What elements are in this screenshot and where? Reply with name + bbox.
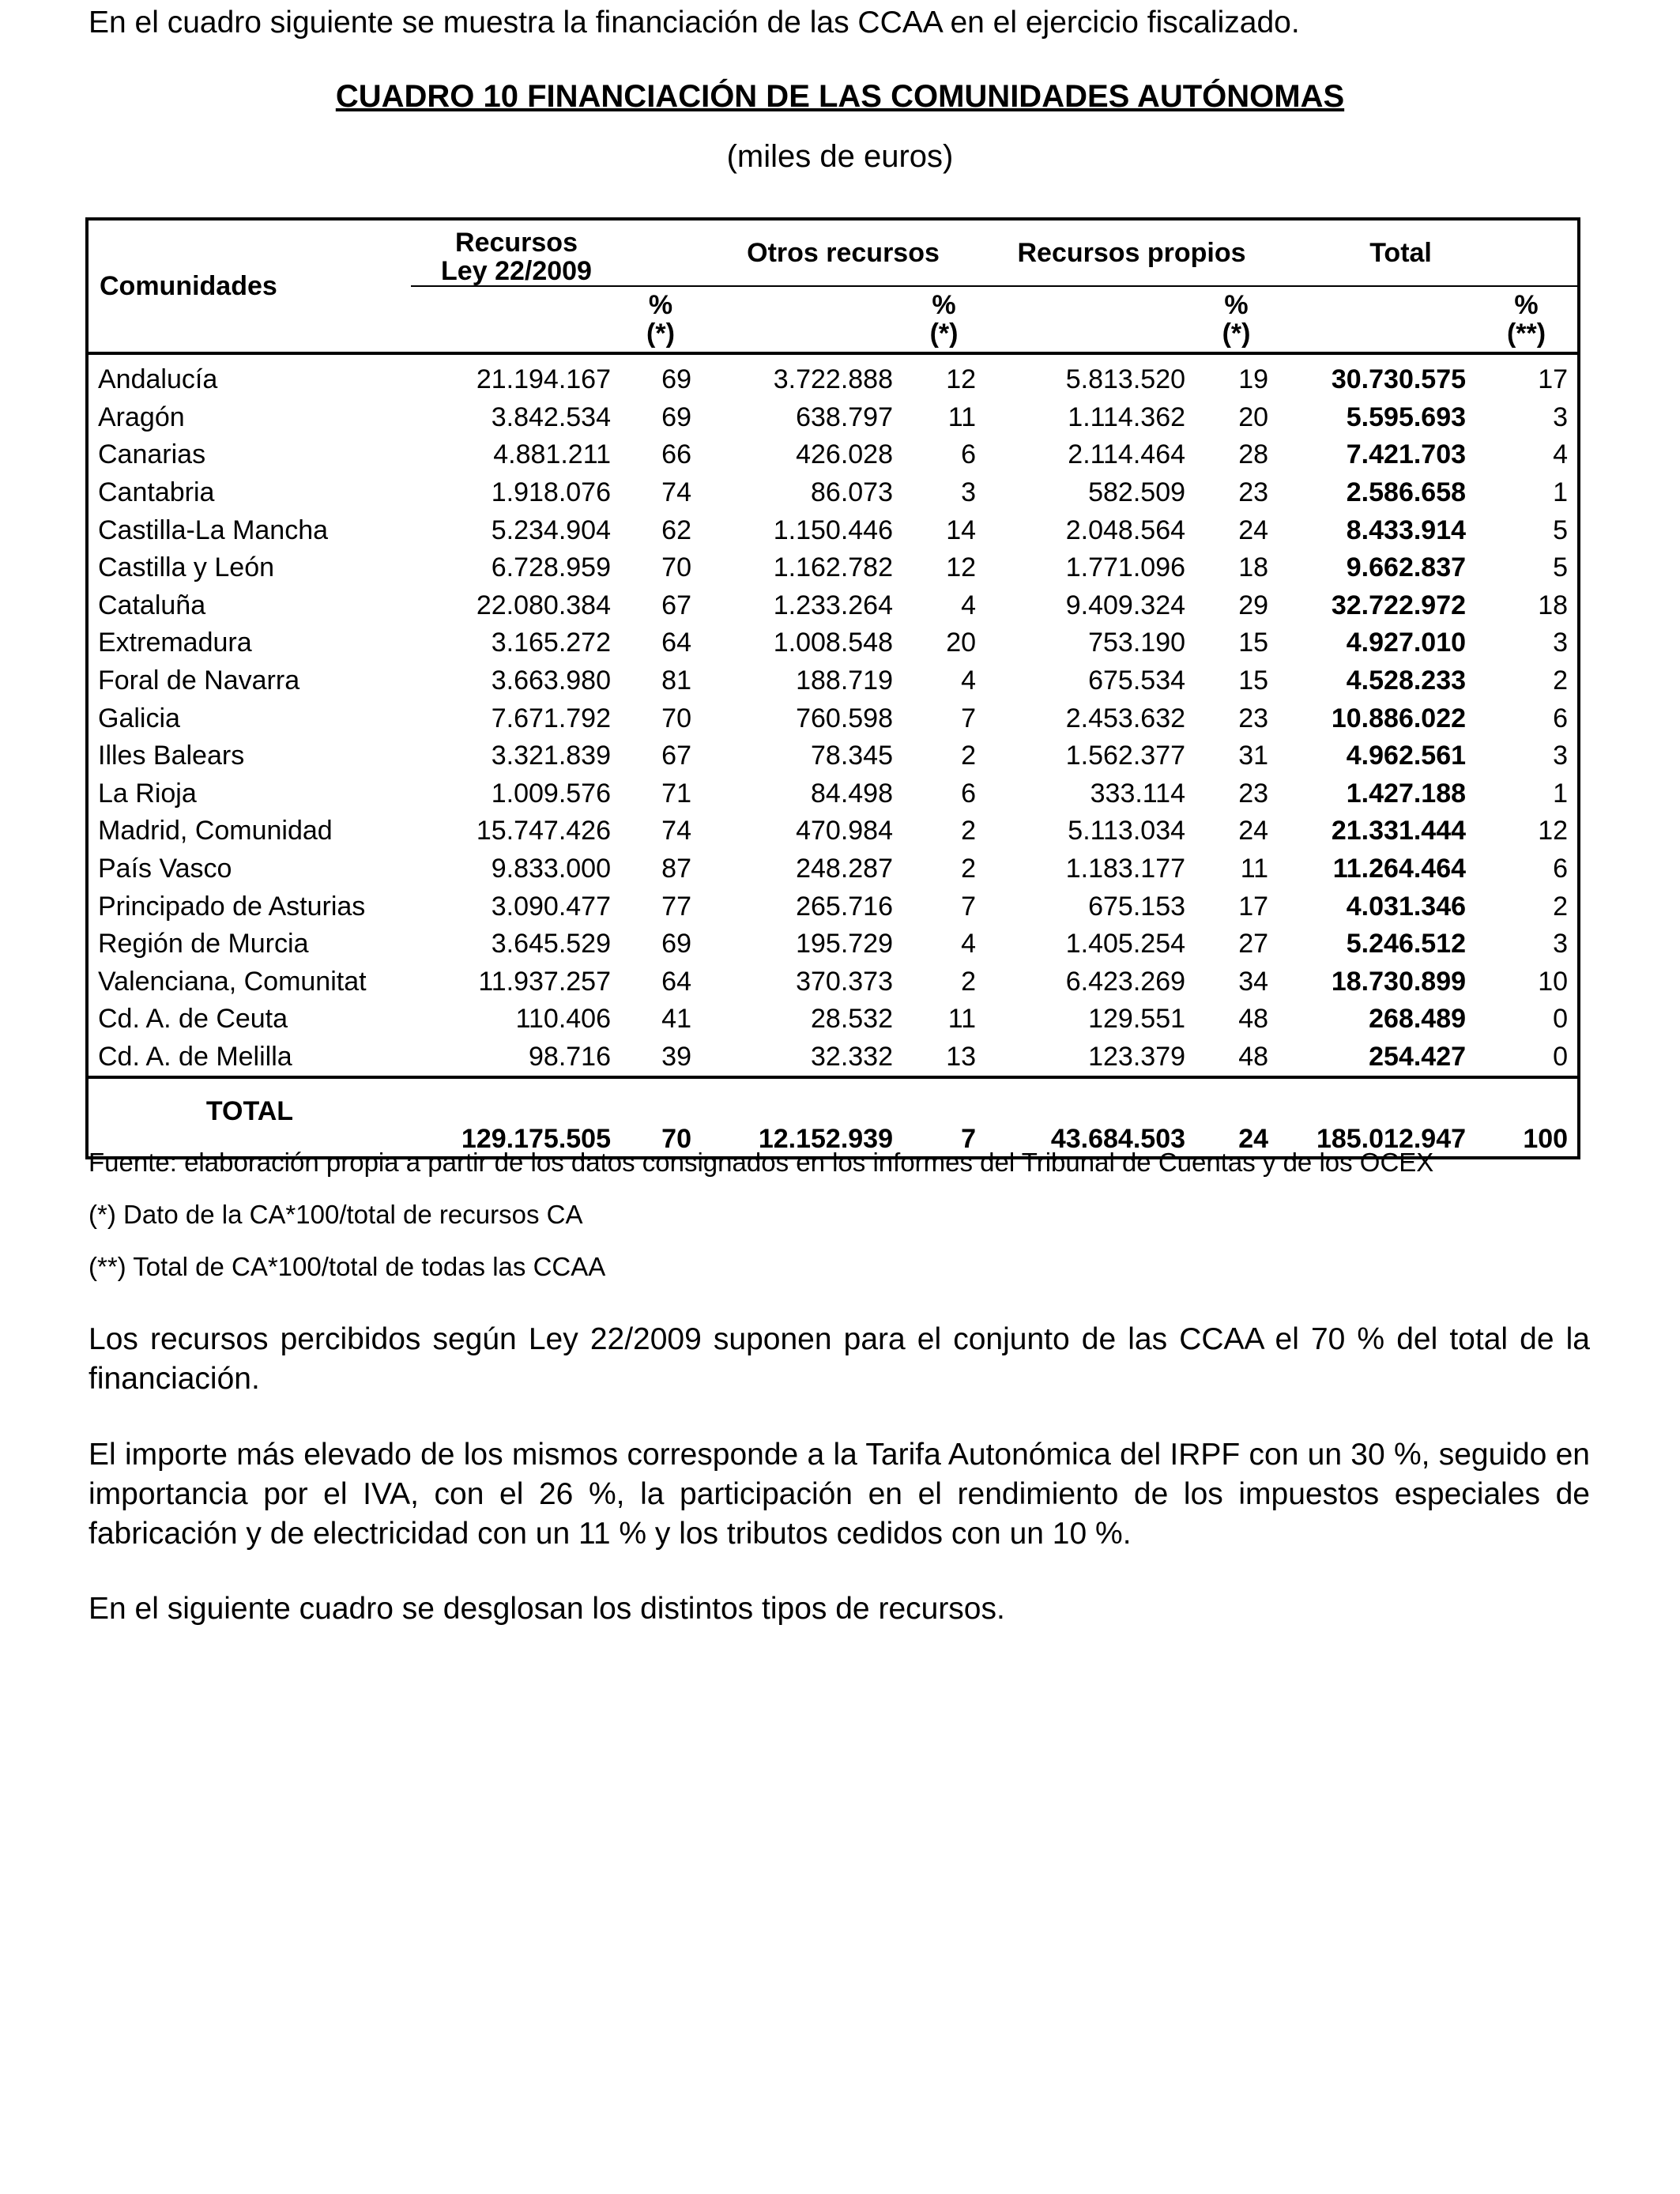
total-total: 185.012.947 [1316, 1124, 1467, 1155]
pct-note-star: (*) [929, 319, 959, 349]
cell-total-pct: 3 [1553, 929, 1569, 959]
cell-comunidad: Valenciana, Comunitat [98, 966, 367, 997]
cell-otros-recursos: 370.373 [796, 966, 893, 997]
cell-comunidad: Cantabria [98, 477, 215, 508]
cell-recursos-ley: 3.645.529 [491, 929, 611, 959]
cell-otros-recursos: 248.287 [796, 854, 893, 884]
cell-comunidad: Extremadura [98, 628, 252, 658]
cell-recursos-propios: 675.153 [1088, 891, 1186, 922]
cell-total-pct: 5 [1553, 552, 1569, 583]
table-row [87, 699, 1579, 737]
table-row [87, 549, 1579, 587]
cell-otros-recursos-pct: 12 [946, 552, 977, 583]
cell-recursos-ley: 9.833.000 [491, 854, 611, 884]
cell-recursos-ley-pct: 69 [661, 929, 691, 959]
cell-otros-recursos: 28.532 [811, 1004, 893, 1035]
cell-recursos-propios: 129.551 [1088, 1004, 1186, 1035]
cell-recursos-propios: 9.409.324 [1065, 590, 1186, 620]
cell-recursos-ley: 3.165.272 [491, 628, 611, 658]
cell-recursos-propios-pct: 48 [1238, 1004, 1269, 1035]
footnote-double-star: (**) Total de CA*100/total de todas las CCAA [89, 1252, 606, 1281]
cell-recursos-propios: 2.048.564 [1065, 515, 1186, 545]
paragraph-largest-resources: El importe más elevado de los mismos corresponde a la Tarifa Autonómica del IRPF con un 30 %, seguido en importancia por el IVA, con el 26 %, la participación en el rendimiento de los impuestos especiales de fabricación y de electricidad con un 11 % y los tributos cedidos con un 10 %. [89, 1438, 1590, 1551]
cell-total-pct: 2 [1553, 665, 1569, 696]
cell-total-pct: 10 [1538, 966, 1569, 997]
cell-recursos-propios: 1.562.377 [1065, 741, 1186, 771]
cell-total: 10.886.022 [1331, 703, 1467, 733]
cell-recursos-ley: 3.663.980 [491, 665, 611, 696]
cell-recursos-propios-pct: 23 [1238, 477, 1269, 508]
header-otros-recursos: Otros recursos [701, 219, 985, 286]
cell-otros-recursos-pct: 4 [961, 590, 977, 620]
table-row [87, 963, 1579, 1001]
total-ley-pct: 70 [661, 1124, 691, 1155]
cell-recursos-propios-pct: 20 [1238, 401, 1269, 432]
cell-comunidad: Cd. A. de Ceuta [98, 1004, 288, 1035]
cell-total: 5.595.693 [1346, 401, 1467, 432]
cell-otros-recursos-pct: 4 [961, 665, 977, 696]
pct-note-doublestar: (**) [1506, 319, 1546, 349]
table-row [87, 737, 1579, 775]
table-row [87, 812, 1579, 850]
cell-recursos-propios: 5.813.520 [1065, 364, 1186, 395]
cell-recursos-ley: 5.234.904 [491, 515, 611, 545]
cell-recursos-ley-pct: 64 [661, 966, 691, 997]
cell-otros-recursos: 3.722.888 [773, 364, 893, 395]
cell-recursos-propios: 675.534 [1088, 665, 1186, 696]
cell-total-pct: 5 [1553, 515, 1569, 545]
cell-recursos-ley: 3.321.839 [491, 741, 611, 771]
cell-recursos-propios: 1.405.254 [1065, 929, 1186, 959]
cell-total-pct: 18 [1538, 590, 1569, 620]
cell-recursos-ley-pct: 81 [661, 665, 691, 696]
cell-comunidad: Principado de Asturias [98, 891, 366, 922]
total-label: TOTAL [205, 1095, 294, 1126]
cell-comunidad: Canarias [98, 439, 206, 470]
header-total-pct [1475, 286, 1579, 353]
cell-recursos-ley-pct: 41 [661, 1004, 691, 1035]
cell-otros-recursos-pct: 11 [947, 401, 977, 432]
cell-recursos-ley: 1.918.076 [491, 477, 611, 508]
cell-recursos-propios: 582.509 [1088, 477, 1186, 508]
cell-comunidad: La Rioja [98, 778, 197, 809]
cell-recursos-propios-pct: 48 [1238, 1041, 1269, 1072]
cell-recursos-propios: 1.114.362 [1068, 401, 1186, 432]
cell-total: 9.662.837 [1346, 552, 1467, 583]
footnote-single-star: (*) Dato de la CA*100/total de recursos CA [89, 1200, 583, 1229]
cell-recursos-ley-pct: 87 [661, 854, 691, 884]
cell-comunidad: Galicia [98, 703, 180, 733]
cell-otros-recursos: 32.332 [811, 1041, 893, 1072]
cell-recursos-propios: 5.113.034 [1068, 816, 1186, 846]
table-row [87, 925, 1579, 963]
cell-recursos-ley-pct: 74 [661, 477, 691, 508]
cell-comunidad: Illes Balears [98, 741, 245, 771]
cell-otros-recursos: 470.984 [796, 816, 893, 846]
cell-otros-recursos-pct: 12 [946, 364, 977, 395]
cell-otros-recursos: 426.028 [796, 439, 893, 470]
cell-recursos-propios-pct: 31 [1238, 741, 1269, 771]
cell-otros-recursos: 1.162.782 [773, 552, 893, 583]
cell-total-pct: 1 [1553, 778, 1569, 809]
cell-comunidad: Región de Murcia [98, 929, 309, 959]
cell-total-pct: 6 [1553, 854, 1569, 884]
cell-recursos-ley: 1.009.576 [491, 778, 611, 809]
header-ley-pct [620, 286, 701, 353]
cell-recursos-ley: 21.194.167 [476, 364, 611, 395]
cell-otros-recursos-pct: 2 [961, 966, 977, 997]
cell-otros-recursos-pct: 20 [946, 628, 977, 658]
cell-recursos-ley-pct: 62 [661, 515, 691, 545]
cell-otros-recursos: 195.729 [796, 929, 893, 959]
cell-otros-recursos: 84.498 [811, 778, 893, 809]
cell-otros-recursos: 638.797 [796, 401, 893, 432]
cell-otros-recursos-pct: 6 [961, 439, 977, 470]
cell-total-pct: 3 [1553, 628, 1569, 658]
cell-recursos-ley-pct: 64 [661, 628, 691, 658]
cell-recursos-propios: 123.379 [1088, 1041, 1186, 1072]
cell-total: 30.730.575 [1331, 364, 1467, 395]
cell-otros-recursos-pct: 14 [946, 515, 977, 545]
cell-recursos-ley-pct: 71 [661, 778, 691, 809]
cell-otros-recursos: 86.073 [811, 477, 893, 508]
header-total: Total [1278, 219, 1579, 286]
header-recursos-ley-line2: Ley 22/2009 [441, 256, 592, 286]
cell-comunidad: Madrid, Comunidad [98, 816, 333, 846]
cell-recursos-propios: 753.190 [1088, 628, 1186, 658]
cell-comunidad: Cd. A. de Melilla [98, 1041, 292, 1072]
source-note: Fuente: elaboración propia a partir de los datos consignados en los informes del Tribunal de Cuentas y de los OCEX [89, 1148, 1434, 1177]
total-ley: 129.175.505 [461, 1124, 611, 1155]
header-propios-value-blank [985, 286, 1195, 353]
cell-total: 268.489 [1369, 1004, 1467, 1035]
cell-comunidad: Foral de Navarra [98, 665, 300, 696]
cell-recursos-ley: 4.881.211 [493, 439, 611, 470]
cell-comunidad: Castilla-La Mancha [98, 515, 329, 545]
cell-total-pct: 12 [1538, 816, 1569, 846]
cell-recursos-propios-pct: 19 [1238, 364, 1269, 395]
header-otros-value-blank [701, 286, 902, 353]
cell-recursos-ley-pct: 69 [661, 401, 691, 432]
table-unit: (miles de euros) [726, 139, 954, 174]
cell-recursos-propios: 1.183.177 [1065, 854, 1186, 884]
cell-total: 7.421.703 [1346, 439, 1467, 470]
header-ley-value-blank [411, 286, 620, 353]
cell-otros-recursos: 1.150.446 [773, 515, 893, 545]
cell-otros-recursos: 1.233.264 [773, 590, 893, 620]
cell-otros-recursos-pct: 2 [961, 816, 977, 846]
cell-recursos-propios-pct: 29 [1238, 590, 1269, 620]
table-row [87, 474, 1579, 512]
cell-otros-recursos-pct: 3 [961, 477, 977, 508]
total-row [87, 1077, 1579, 1158]
cell-recursos-ley-pct: 67 [661, 590, 691, 620]
cell-recursos-ley: 6.728.959 [491, 552, 611, 583]
cell-recursos-propios-pct: 15 [1238, 665, 1269, 696]
cell-recursos-propios-pct: 27 [1238, 929, 1269, 959]
cell-total: 11.264.464 [1332, 854, 1467, 884]
cell-recursos-propios-pct: 11 [1240, 854, 1269, 884]
pct-note-star: (*) [646, 319, 675, 349]
intro-paragraph: En el cuadro siguiente se muestra la financiación de las CCAA en el ejercicio fiscalizado. [89, 6, 1300, 40]
cell-total-pct: 3 [1553, 741, 1569, 771]
cell-total: 4.927.010 [1346, 628, 1467, 658]
cell-otros-recursos: 1.008.548 [773, 628, 893, 658]
cell-recursos-ley-pct: 70 [661, 703, 691, 733]
cell-recursos-ley-pct: 69 [661, 364, 691, 395]
cell-total: 4.031.346 [1346, 891, 1467, 922]
cell-recursos-propios-pct: 24 [1238, 515, 1269, 545]
cell-recursos-ley: 22.080.384 [476, 590, 611, 620]
paragraph-next-table: En el siguiente cuadro se desglosan los distintos tipos de recursos. [89, 1592, 1005, 1626]
table-row [87, 511, 1579, 549]
cell-total-pct: 3 [1553, 401, 1569, 432]
cell-comunidad: Andalucía [98, 364, 218, 395]
cell-recursos-propios-pct: 18 [1238, 552, 1269, 583]
header-comunidades: Comunidades [100, 271, 277, 301]
total-total-pct: 100 [1523, 1124, 1569, 1155]
cell-otros-recursos-pct: 11 [947, 1004, 977, 1035]
cell-recursos-ley: 3.842.534 [491, 401, 611, 432]
cell-recursos-ley: 7.671.792 [491, 703, 611, 733]
cell-comunidad: Aragón [98, 401, 185, 432]
cell-total: 32.722.972 [1331, 590, 1467, 620]
total-otros: 12.152.939 [758, 1124, 893, 1155]
table-row [87, 662, 1579, 700]
cell-recursos-ley-pct: 74 [661, 816, 691, 846]
header-propios-pct [1195, 286, 1278, 353]
header-total-value-blank [1278, 286, 1475, 353]
table-row [87, 399, 1579, 437]
cell-recursos-ley-pct: 77 [661, 891, 691, 922]
cell-recursos-propios: 333.114 [1090, 778, 1186, 809]
cell-otros-recursos-pct: 13 [946, 1041, 977, 1072]
total-otros-pct: 7 [961, 1124, 977, 1155]
cell-recursos-propios-pct: 34 [1238, 966, 1269, 997]
cell-recursos-ley-pct: 67 [661, 741, 691, 771]
cell-total: 18.730.899 [1331, 966, 1467, 997]
cell-recursos-ley: 15.747.426 [476, 816, 611, 846]
cell-otros-recursos-pct: 7 [961, 891, 977, 922]
cell-comunidad: Cataluña [98, 590, 206, 620]
cell-recursos-propios-pct: 23 [1238, 778, 1269, 809]
total-propios-pct: 24 [1238, 1124, 1269, 1155]
cell-total: 21.331.444 [1331, 816, 1467, 846]
header-otros-pct [902, 286, 985, 353]
cell-otros-recursos: 760.598 [796, 703, 893, 733]
cell-total-pct: 4 [1553, 439, 1569, 470]
cell-otros-recursos-pct: 2 [961, 854, 977, 884]
cell-recursos-ley: 11.937.257 [478, 966, 611, 997]
table-row [87, 624, 1579, 662]
table-row [87, 775, 1579, 813]
cell-recursos-propios-pct: 23 [1238, 703, 1269, 733]
table-row [87, 353, 1579, 399]
pct-note-star: (*) [1222, 319, 1251, 349]
cell-recursos-propios: 6.423.269 [1065, 966, 1186, 997]
header-recursos-propios: Recursos propios [985, 219, 1278, 286]
table-row [87, 850, 1579, 888]
cell-total: 1.427.188 [1346, 778, 1467, 809]
cell-recursos-propios: 2.114.464 [1068, 439, 1186, 470]
pct-symbol: % [1224, 290, 1249, 320]
table-row [87, 1039, 1579, 1078]
cell-total-pct: 17 [1538, 364, 1569, 395]
cell-total: 2.586.658 [1346, 477, 1467, 508]
cell-recursos-propios: 2.453.632 [1065, 703, 1186, 733]
table-row [87, 587, 1579, 625]
cell-total-pct: 6 [1553, 703, 1569, 733]
paragraph-ley-share: Los recursos percibidos según Ley 22/2009 suponen para el conjunto de las CCAA el 70 % del total de la financiación. [89, 1322, 1590, 1396]
cell-recursos-propios: 1.771.096 [1065, 552, 1186, 583]
cell-otros-recursos-pct: 6 [961, 778, 977, 809]
cell-recursos-ley-pct: 70 [661, 552, 691, 583]
pct-symbol: % [932, 290, 956, 320]
cell-otros-recursos: 188.719 [796, 665, 893, 696]
pct-symbol: % [648, 290, 673, 320]
table-body [87, 353, 1579, 1077]
cell-otros-recursos-pct: 7 [961, 703, 977, 733]
cell-recursos-propios-pct: 15 [1238, 628, 1269, 658]
table-row [87, 1001, 1579, 1039]
pct-symbol: % [1514, 290, 1539, 320]
cell-recursos-ley: 110.406 [515, 1004, 611, 1035]
cell-recursos-ley: 98.716 [529, 1041, 611, 1072]
cell-total-pct: 0 [1553, 1041, 1569, 1072]
total-propios: 43.684.503 [1050, 1124, 1186, 1155]
cell-recursos-ley-pct: 39 [661, 1041, 691, 1072]
cell-recursos-propios-pct: 28 [1238, 439, 1269, 470]
cell-total: 254.427 [1369, 1041, 1467, 1072]
cell-comunidad: Castilla y León [98, 552, 275, 583]
cell-recursos-propios-pct: 24 [1238, 816, 1269, 846]
header-row-groups [87, 219, 1579, 286]
cell-recursos-propios-pct: 17 [1238, 891, 1269, 922]
cell-total-pct: 1 [1553, 477, 1569, 508]
cell-total: 4.962.561 [1346, 741, 1467, 771]
cell-otros-recursos-pct: 4 [961, 929, 977, 959]
cell-total: 8.433.914 [1346, 515, 1467, 545]
cell-total: 4.528.233 [1346, 665, 1467, 696]
cell-total-pct: 2 [1553, 891, 1569, 922]
cell-total-pct: 0 [1553, 1004, 1569, 1035]
table-row [87, 888, 1579, 925]
header-recursos-ley-line1: Recursos [455, 228, 578, 258]
cell-recursos-ley: 3.090.477 [491, 891, 611, 922]
cell-recursos-ley-pct: 66 [661, 439, 691, 470]
cell-comunidad: País Vasco [98, 854, 232, 884]
cell-otros-recursos-pct: 2 [961, 741, 977, 771]
header-recursos-ley [411, 219, 701, 286]
cell-otros-recursos: 265.716 [796, 891, 893, 922]
cell-total: 5.246.512 [1346, 929, 1467, 959]
table-title: CUADRO 10 FINANCIACIÓN DE LAS COMUNIDADES AUTÓNOMAS [335, 79, 1345, 114]
financing-table [85, 217, 1580, 1159]
cell-otros-recursos: 78.345 [811, 741, 893, 771]
table-row [87, 436, 1579, 474]
